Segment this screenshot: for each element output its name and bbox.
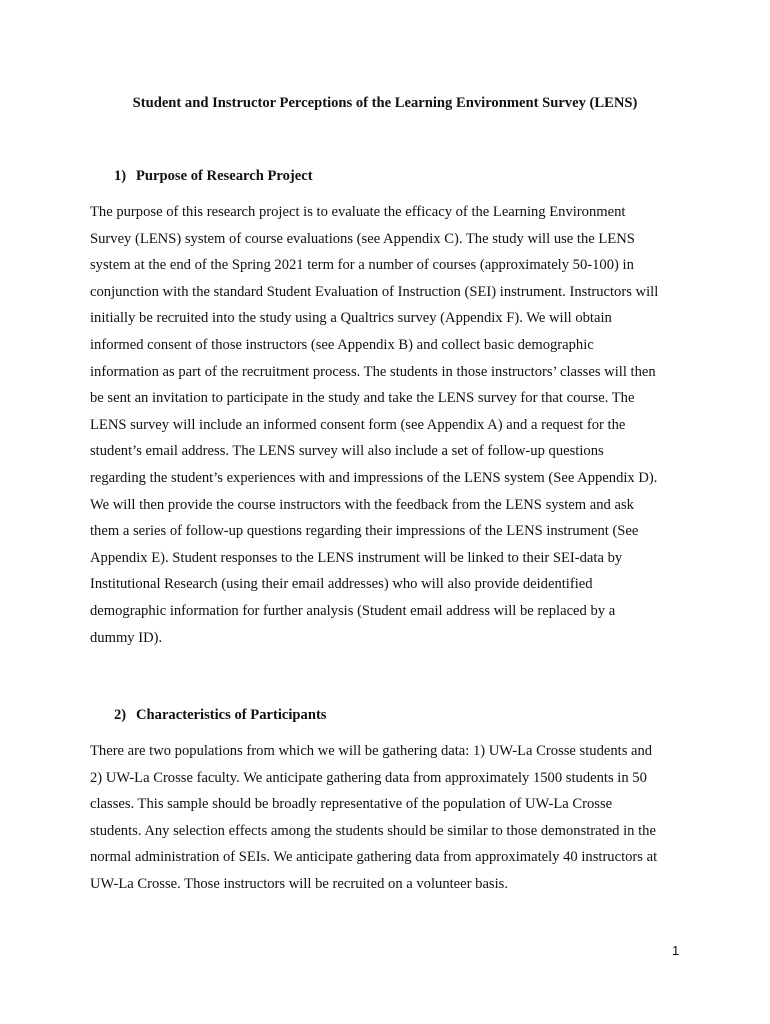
paragraph-line: regarding the student’s experiences with and impressions of the LENS system (See Appendix D).: [90, 469, 658, 486]
paragraph-line: LENS survey will include an informed consent form (see Appendix A) and a request for the: [90, 416, 626, 433]
paragraph-line: informed consent of those instructors (see Appendix B) and collect basic demographic: [90, 336, 594, 353]
paragraph-line: The purpose of this research project is to evaluate the efficacy of the Learning Environment: [90, 204, 626, 220]
paragraph-line: system at the end of the Spring 2021 term for a number of courses (approximately 50-100) in: [90, 257, 634, 274]
section-2-heading: [114, 706, 326, 724]
paragraph-line: Survey (LENS) system of course evaluations (see Appendix C). The study will use the LENS: [90, 230, 635, 247]
paragraph-line: student’s email address. The LENS survey will also include a set of follow-up questions: [90, 443, 604, 460]
paragraph-line: demographic information for further analysis (Student email address will be replaced by a: [90, 602, 616, 619]
paragraph-line: be sent an invitation to participate in the study and take the LENS survey for that course. The: [90, 390, 635, 407]
section-1-number: 1): [114, 168, 127, 184]
paragraph-line: 2) UW-La Crosse faculty. We anticipate gathering data from approximately 1500 students in 50: [90, 769, 647, 786]
section-2-number: 2): [114, 707, 127, 723]
document-title: Student and Instructor Perceptions of the Learning Environment Survey (LENS): [132, 95, 638, 111]
section-2-paragraph: [90, 742, 690, 902]
paragraph-line: initially be recruited into the study using a Qualtrics survey (Appendix F). We will obtain: [90, 310, 612, 327]
paragraph-line: dummy ID).: [90, 629, 163, 646]
section-1-heading: [114, 167, 313, 185]
section-1-title: Purpose of Research Project: [136, 168, 313, 184]
page-number: 1: [672, 943, 680, 958]
paragraph-line: conjunction with the standard Student Evaluation of Instruction (SEI) instrument. Instructors will: [90, 283, 659, 300]
paragraph-line: UW-La Crosse. Those instructors will be recruited on a volunteer basis.: [90, 875, 508, 892]
paragraph-line: Institutional Research (using their email addresses) who will also provide deidentified: [90, 576, 593, 593]
paragraph-line: Appendix E). Student responses to the LENS instrument will be linked to their SEI-data by: [90, 549, 623, 566]
paragraph-line: There are two populations from which we will be gathering data: 1) UW-La Crosse students and: [90, 743, 653, 759]
paragraph-line: them a series of follow-up questions regarding their impressions of the LENS instrument (See: [90, 523, 639, 540]
section-2-title: Characteristics of Participants: [136, 707, 327, 723]
paragraph-line: information as part of the recruitment process. The students in those instructors’ classes will then: [90, 363, 656, 380]
paragraph-line: We will then provide the course instructors with the feedback from the LENS system and ask: [90, 496, 634, 513]
paragraph-line: students. Any selection effects among the students should be similar to those demonstrated in the: [90, 822, 656, 839]
paragraph-line: normal administration of SEIs. We anticipate gathering data from approximately 40 instructors at: [90, 849, 658, 866]
paragraph-line: classes. This sample should be broadly representative of the population of UW-La Crosse: [90, 796, 613, 813]
section-1-paragraph: [90, 203, 690, 655]
